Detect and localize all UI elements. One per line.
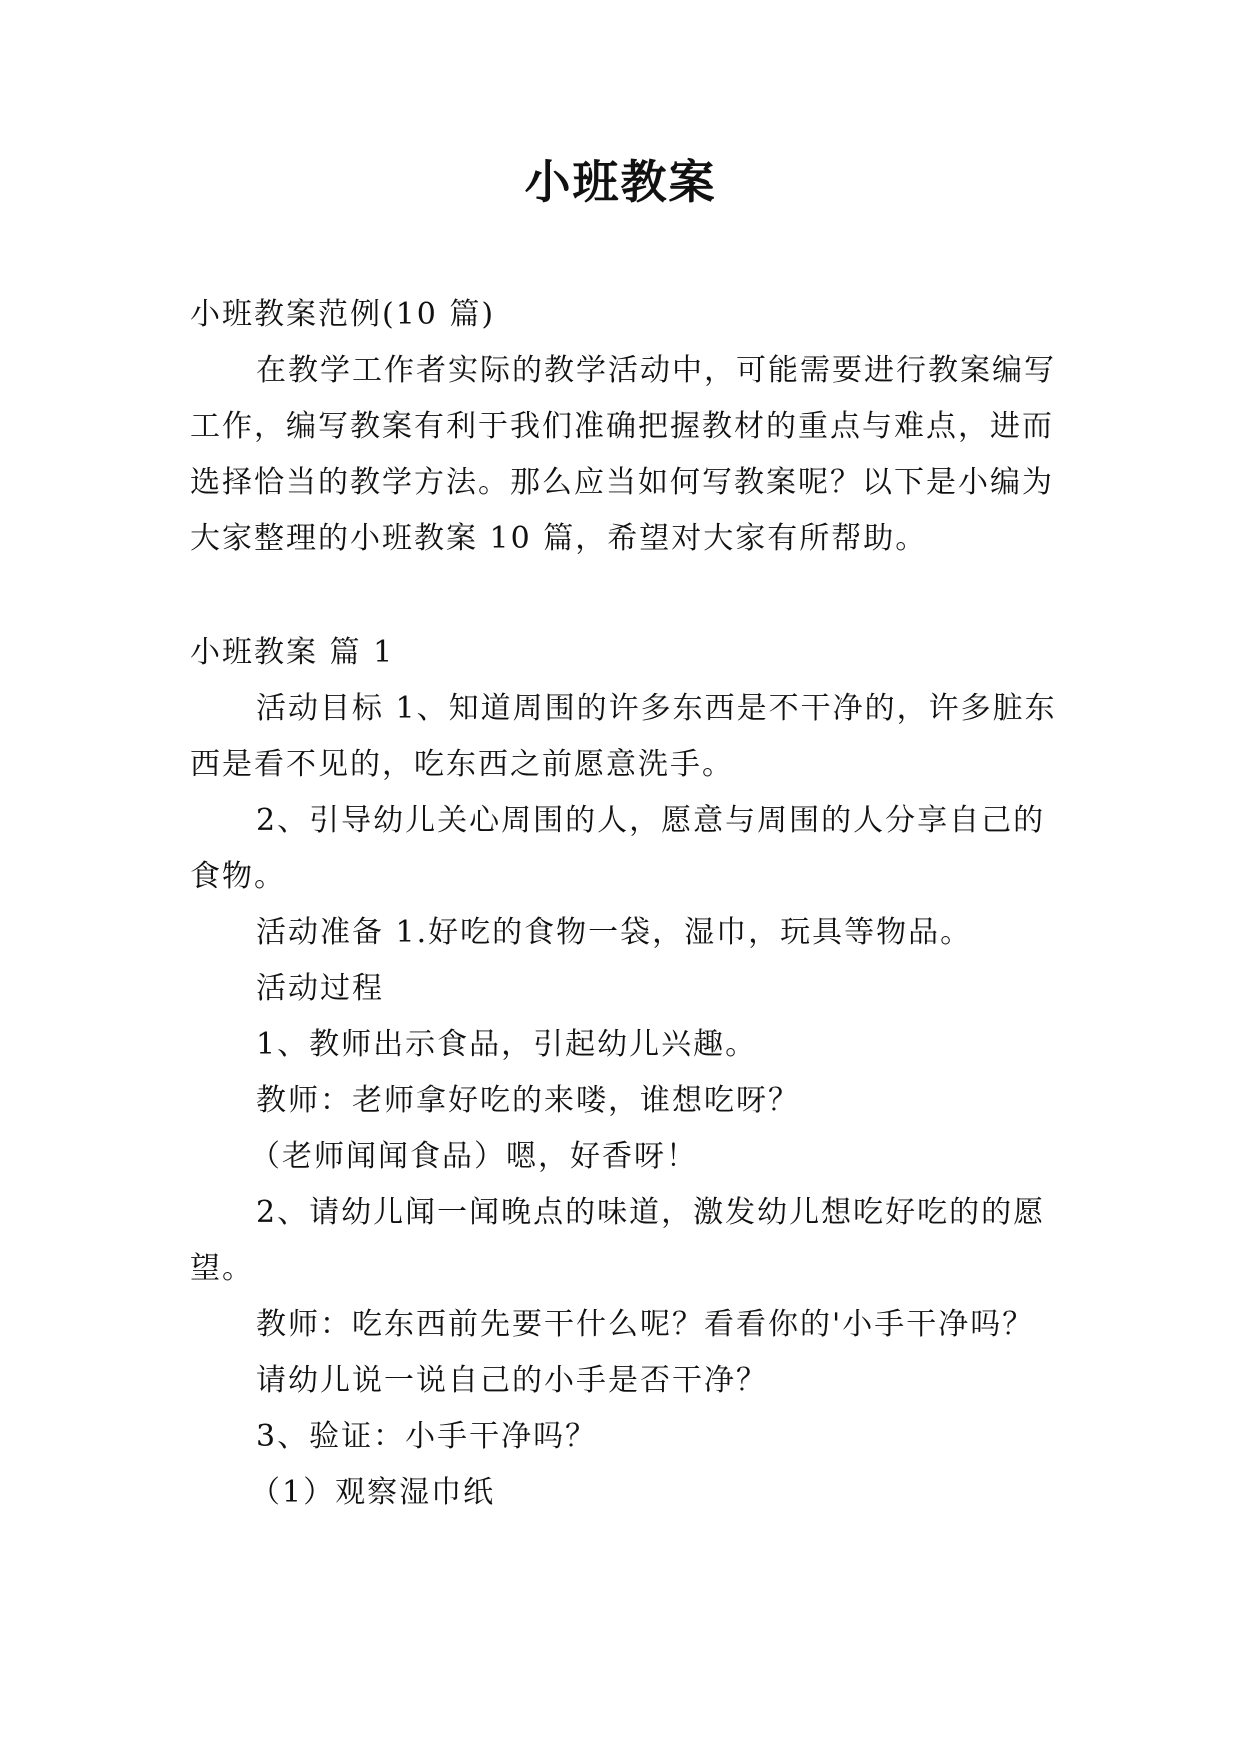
paragraph-step-2: 2、请幼儿闻一闻晚点的味道，激发幼儿想吃好吃的的愿望。	[190, 1195, 1046, 1286]
paragraph-goal-2: 2、引导幼儿关心周围的人，愿意与周围的人分享自己的食物。	[190, 803, 1046, 894]
paragraph-step-1: 1、教师出示食品，引起幼儿兴趣。	[256, 1027, 758, 1062]
paragraph-goal-1: 活动目标 1、知道周围的许多东西是不干净的，许多脏东西是看不见的，吃东西之前愿意洗手。	[190, 691, 1057, 782]
section-spacer	[190, 567, 1070, 625]
paragraph-preparation: 活动准备 1.好吃的食物一袋，湿巾，玩具等物品。	[256, 915, 973, 950]
paragraph-substep-1: （1）观察湿巾纸	[250, 1475, 496, 1510]
paragraph-teacher-line-1: 教师：老师拿好吃的来喽，谁想吃呀？	[256, 1083, 800, 1118]
paragraph-teacher-line-2: 教师：吃东西前先要干什么呢？看看你的'小手干净吗？	[256, 1307, 1035, 1342]
paragraph-process-heading: 活动过程	[256, 971, 384, 1006]
paragraph-children-discuss: 请幼儿说一说自己的小手是否干净？	[256, 1363, 768, 1398]
document-title: 小班教案	[524, 155, 717, 209]
document-body	[190, 287, 1070, 1521]
section-heading: 小班教案 篇 1	[190, 635, 395, 670]
intro-paragraph: 在教学工作者实际的教学活动中，可能需要进行教案编写工作，编写教案有利于我们准确把握教材的重点与难点，进而选择恰当的教学方法。那么应当如何写教案呢？以下是小编为大家整理的小班教案 10 篇，希望对大家有所帮助。	[190, 353, 1056, 556]
paragraph-teacher-action: （老师闻闻食品）嗯，好香呀！	[250, 1139, 698, 1174]
paragraph-step-3: 3、验证：小手干净吗？	[256, 1419, 598, 1454]
intro-heading: 小班教案范例(10 篇)	[190, 297, 496, 332]
